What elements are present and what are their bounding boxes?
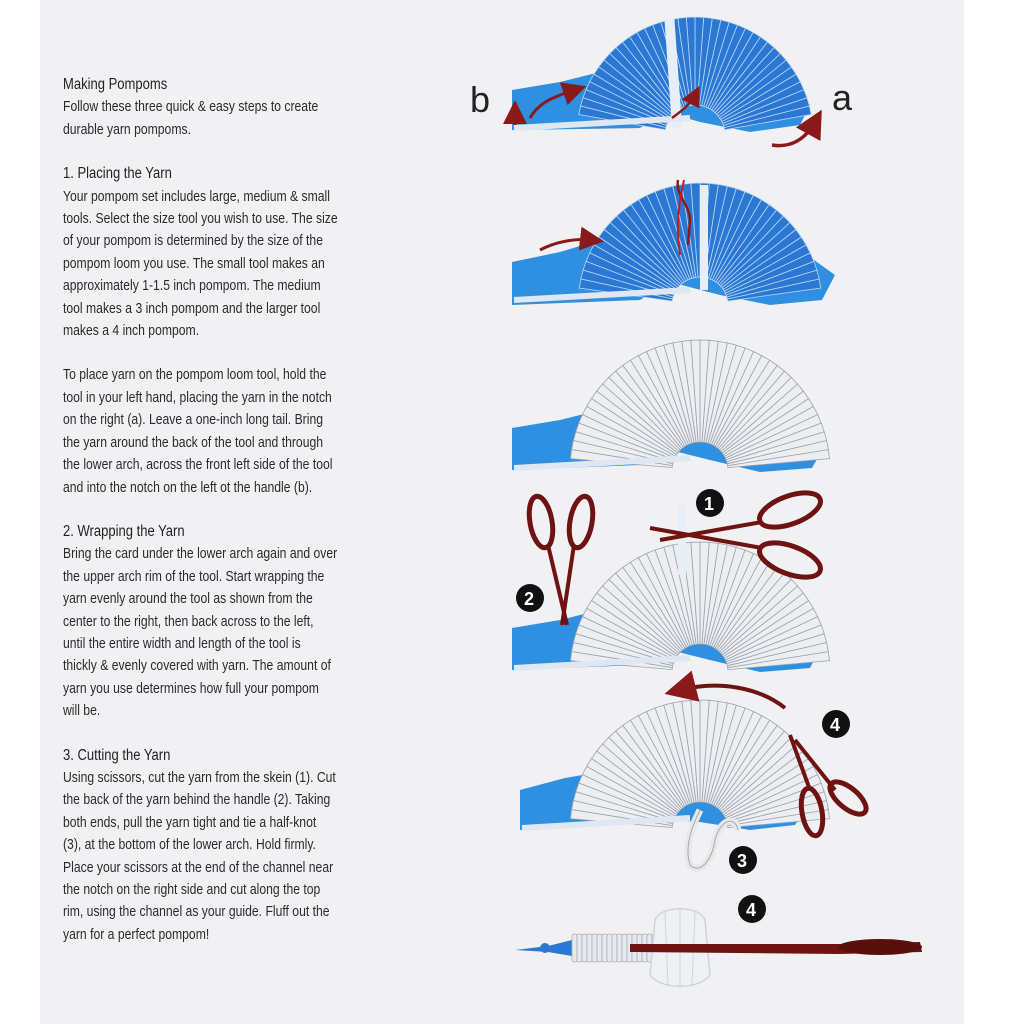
yarn-strand xyxy=(602,934,607,962)
yarn-strand xyxy=(572,934,577,962)
diagram-finished-pompom-needle xyxy=(515,895,922,988)
step1-line: tools. Select the size tool you wish to use. The size xyxy=(63,211,338,228)
step2-line: Bring the card under the lower arch again and over xyxy=(63,546,338,563)
yarn-strand xyxy=(582,934,587,962)
step1-line: on the right (a). Leave a one-inch long tail. Bring xyxy=(63,412,324,429)
yarn-strand xyxy=(622,934,627,962)
step1-line: the lower arch, across the front left side of the tool xyxy=(63,457,333,474)
label-b: b xyxy=(470,79,491,120)
step2-line: yarn you use determines how full your pompom xyxy=(63,680,319,697)
badge-1: 1 xyxy=(704,494,715,514)
yarn-strand xyxy=(612,934,617,962)
step2-line: the upper arch rim of the tool. Start wrapping the xyxy=(63,568,325,585)
step2-title: 2. Wrapping the Yarn xyxy=(63,522,185,540)
step1-line: makes a 4 inch pompom. xyxy=(63,323,200,340)
step2-line: yarn evenly around the tool as shown from the xyxy=(63,591,313,608)
step1-line: tool makes a 3 inch pompom and the larger tool xyxy=(63,300,321,317)
step3-line: both ends, pull the yarn tight and tie a half-knot xyxy=(63,814,317,831)
step3-line: the back of the yarn behind the handle (2). Taking xyxy=(63,792,331,809)
illustrations xyxy=(470,0,940,1024)
step3-line: the notch on the right side and cut along the top xyxy=(63,882,321,898)
yarn-strand xyxy=(592,934,597,962)
step3-title: 3. Cutting the Yarn xyxy=(63,746,171,764)
diagram-cutting-yarn xyxy=(512,486,830,672)
yarn-strand xyxy=(617,934,622,962)
step2-line: until the entire width and length of the tool is xyxy=(63,635,301,652)
instructions-text xyxy=(63,74,395,946)
step1-line: the yarn around the back of the tool and through xyxy=(63,434,324,451)
step1-line: and into the notch on the left ot the handle (b). xyxy=(63,479,313,496)
badge-4: 4 xyxy=(830,715,841,735)
yarn-strand xyxy=(607,934,612,962)
label-a: a xyxy=(832,77,853,118)
diagram-placing-yarn-a-b xyxy=(470,17,853,146)
step3-line: (3), at the bottom of the lower arch. Hold firmly. xyxy=(63,837,316,854)
step2-line: thickly & evenly covered with yarn. The amount of xyxy=(63,658,331,675)
step3-line: yarn for a perfect pompom! xyxy=(63,926,210,943)
step1-title: 1. Placing the Yarn xyxy=(63,165,172,183)
intro-line: Follow these three quick & easy steps to create xyxy=(63,99,319,116)
step1-line: pompom loom you use. The small tool makes an xyxy=(63,255,325,272)
badge-4: 4 xyxy=(746,900,757,920)
step1-line: approximately 1-1.5 inch pompom. The medium xyxy=(63,278,321,295)
step1-line: of your pompom is determined by the size of the xyxy=(63,233,323,250)
step3-line: Place your scissors at the end of the channel near xyxy=(63,859,334,876)
step1-line: tool in your left hand, placing the yarn in the notch xyxy=(63,389,332,406)
yarn-strand xyxy=(597,934,602,962)
yarn-strand xyxy=(587,934,592,962)
step1-line: Your pompom set includes large, medium & small xyxy=(63,188,330,205)
diagram-yarn-through-arch xyxy=(512,180,835,305)
step1-line: To place yarn on the pompom loom tool, hold the xyxy=(63,367,327,384)
intro-title: Making Pompoms xyxy=(63,76,168,93)
yarn-strand xyxy=(577,934,582,962)
diagram-tie-and-cut xyxy=(520,686,871,874)
step2-line: center to the right, then back across to the left, xyxy=(63,613,314,630)
step3-line: rim, using the channel as your guide. Fluff out the xyxy=(63,904,330,921)
badge-3: 3 xyxy=(737,851,748,871)
intro-line: durable yarn pompoms. xyxy=(63,121,191,138)
diagram-wrapped-tool xyxy=(512,340,830,472)
badge-2: 2 xyxy=(524,589,535,609)
step2-line: will be. xyxy=(63,703,101,720)
step3-line: Using scissors, cut the yarn from the skein (1). Cut xyxy=(63,769,336,786)
